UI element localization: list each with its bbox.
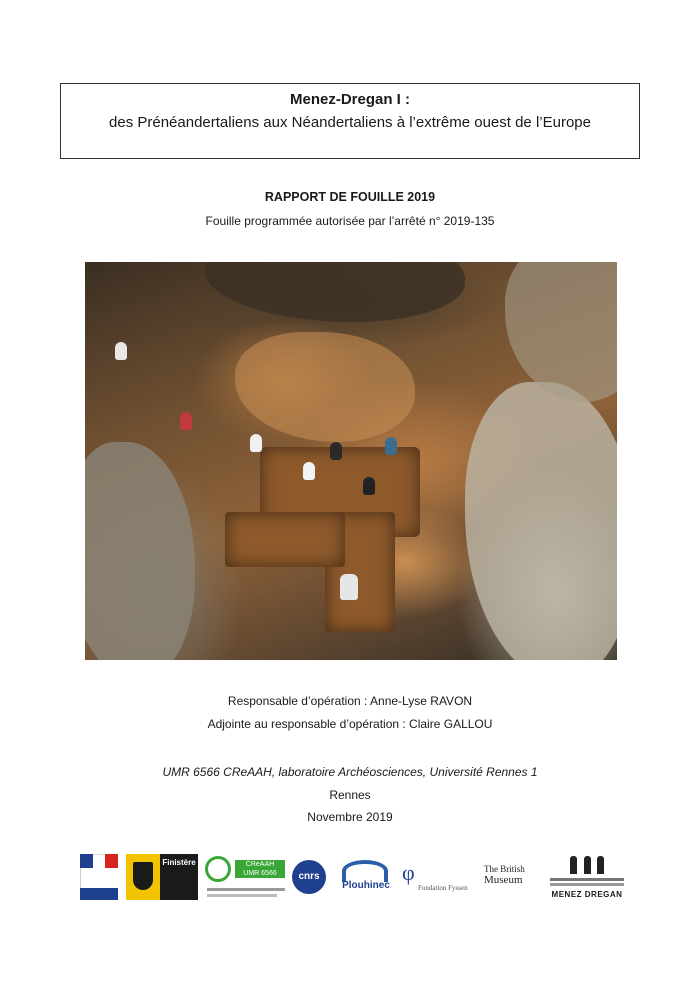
document-title: Menez-Dregan I :: [289, 91, 410, 108]
operation-deputy: Adjointe au responsable d’opération : Claire GALLOU: [207, 717, 493, 731]
finistere-label: Finistère: [160, 854, 198, 900]
creaah-sublabel: UMR 6566: [243, 870, 277, 877]
british-museum-logo: [484, 864, 546, 894]
british-museum-the: The British: [484, 864, 525, 874]
title-box: [60, 83, 640, 159]
creaah-label: CReAAH: [245, 861, 275, 868]
plouhinec-logo: [334, 860, 398, 896]
report-date: Novembre 2019: [307, 810, 393, 824]
operation-lead: Responsable d’opération : Anne-Lyse RAVON: [227, 694, 473, 708]
fyssen-label: Fondation Fyssen: [418, 884, 468, 892]
city: Rennes: [329, 788, 371, 802]
finistere-logo: [126, 854, 198, 900]
creaah-logo: [205, 854, 287, 902]
fyssen-logo: φ Fondation Fyssen: [402, 860, 468, 892]
cnrs-logo: cnrs: [292, 860, 326, 894]
excavation-photo: [85, 262, 617, 660]
institution: UMR 6566 CReAAH, laboratoire Archéosciences, Université Rennes 1: [162, 765, 538, 779]
partner-logos: [80, 852, 625, 908]
plouhinec-label: Plouhinec: [342, 880, 390, 891]
marianne-logo: [80, 854, 118, 902]
document-subtitle: des Prénéandertaliens aux Néandertaliens à l’extrême ouest de l’Europe: [109, 114, 591, 131]
menez-dregan-logo: [550, 856, 624, 902]
report-title: RAPPORT DE FOUILLE 2019: [264, 190, 436, 204]
menez-dregan-label: MENEZ DREGAN: [551, 890, 623, 899]
report-authorization: Fouille programmée autorisée par l’arrêté n° 2019-135: [205, 214, 495, 228]
british-museum-label: Museum: [484, 874, 523, 886]
